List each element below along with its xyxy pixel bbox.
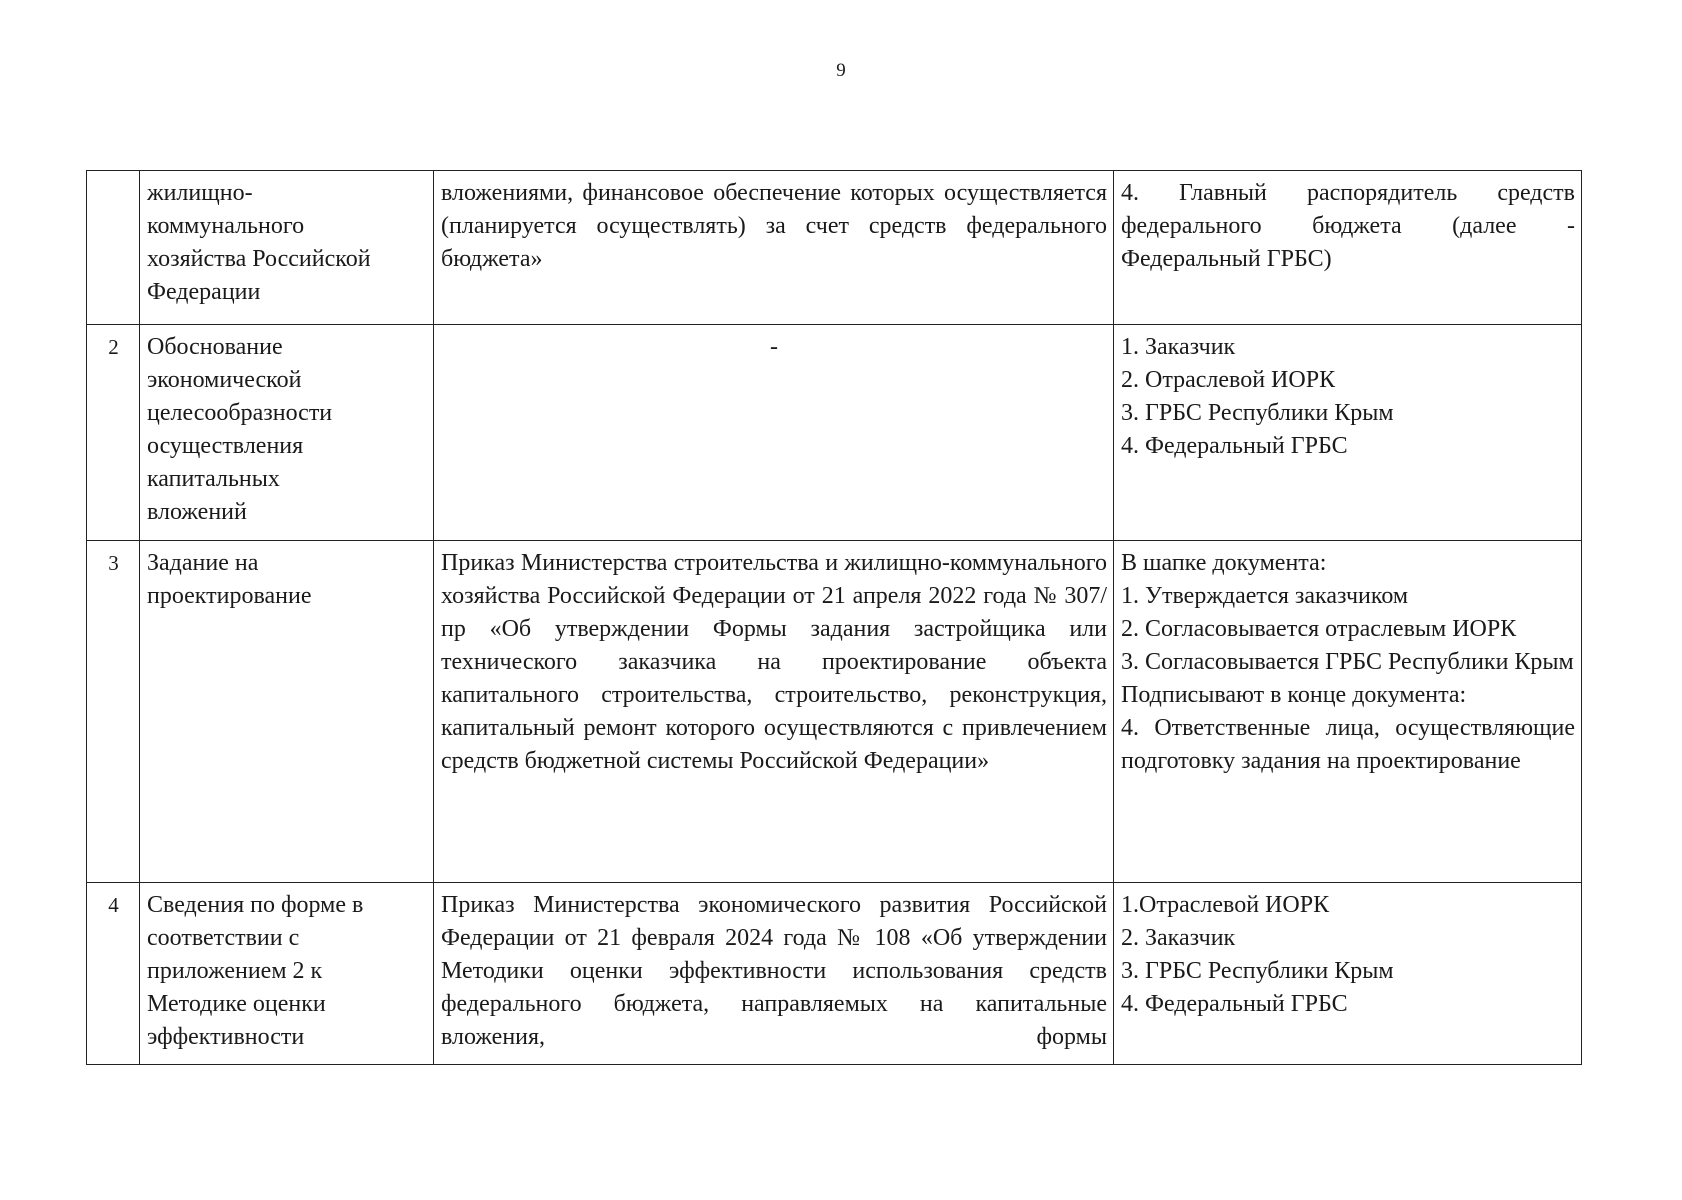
signer-line: В шапке документа:	[1121, 550, 1327, 576]
document-name-line: приложением 2 к	[147, 958, 323, 984]
table-row	[87, 171, 1582, 325]
document-name-line: Обоснование	[147, 334, 283, 360]
table-row	[87, 883, 1582, 1065]
document-name-line: Сведения по форме в	[147, 892, 364, 918]
document-name-line: Задание на	[147, 550, 259, 576]
document-name-cell	[140, 541, 434, 883]
legal-basis-text: вложениями, финансовое обеспечение которых осуществляется (планируется осуществлять) за счет средств федерального бюджета»	[441, 180, 1107, 272]
signer-line: 4. Федеральный ГРБС	[1121, 991, 1348, 1017]
legal-basis-text: Приказ Министерства строительства и жилищно-коммунального хозяйства Российской Федерации от 21 апреля 2022 года № 307/пр «Об утверждении Формы задания застройщика или технического заказчика на проектирование объекта капитального строительства, строительство, реконструкция, капитальный ремонт которого осуществляются с привлечением средств бюджетной системы Российской Федерации»	[441, 550, 1107, 774]
signer-line: 1. Заказчик	[1121, 334, 1236, 360]
document-name-line: целесообразности	[147, 400, 333, 426]
document-name-line: осуществления	[147, 433, 304, 459]
document-name-cell	[140, 325, 434, 541]
document-name-line: Федерации	[147, 279, 261, 305]
row-number: 2	[87, 325, 140, 541]
table-row	[87, 541, 1582, 883]
signers-cell	[1114, 883, 1582, 1065]
document-name-cell	[140, 171, 434, 325]
legal-basis-cell	[434, 883, 1114, 1065]
document-name-line: коммунального	[147, 213, 305, 239]
signer-line: 4. Ответственные лица, осуществляющие подготовку задания на проектирование	[1121, 715, 1575, 774]
row-number	[87, 171, 140, 325]
signer-line: 3. ГРБС Республики Крым	[1121, 958, 1394, 984]
document-name-line: соответствии с	[147, 925, 300, 951]
document-name-line: жилищно-	[147, 180, 253, 206]
legal-basis-cell	[434, 171, 1114, 325]
row-number: 4	[87, 883, 140, 1065]
signer-line: 4. Главный распорядитель средств федерального бюджета (далее - Федеральный ГРБС)	[1121, 180, 1575, 272]
document-table	[86, 170, 1582, 1065]
document-name-cell	[140, 883, 434, 1065]
document-name-line: эффективности	[147, 1024, 305, 1050]
signer-line: 3. Согласовывается ГРБС Республики Крым	[1121, 649, 1574, 675]
legal-basis-text: Приказ Министерства экономического развития Российской Федерации от 21 февраля 2024 года № 108 «Об утверждении Методики оценки эффективности использования средств федерального бюджета, направляемых на капитальные вложения, формы	[441, 892, 1107, 1050]
row-number: 3	[87, 541, 140, 883]
legal-basis-cell	[434, 541, 1114, 883]
document-name-line: хозяйства Российской	[147, 246, 371, 272]
legal-basis-cell	[434, 325, 1114, 541]
signers-cell	[1114, 325, 1582, 541]
document-name-line: Методике оценки	[147, 991, 326, 1017]
signer-line: 1.Отраслевой ИОРК	[1121, 892, 1330, 918]
signer-line: 4. Федеральный ГРБС	[1121, 433, 1348, 459]
signers-cell	[1114, 541, 1582, 883]
document-name-line: проектирование	[147, 583, 312, 609]
signers-cell	[1114, 171, 1582, 325]
signer-line: 3. ГРБС Республики Крым	[1121, 400, 1394, 426]
table-row	[87, 325, 1582, 541]
signer-line: 2. Заказчик	[1121, 925, 1236, 951]
page-number: 9	[836, 60, 846, 81]
signer-line: 1. Утверждается заказчиком	[1121, 583, 1409, 609]
legal-basis-text: -	[770, 334, 778, 360]
document-name-line: вложений	[147, 499, 247, 525]
signer-line: 2. Отраслевой ИОРК	[1121, 367, 1336, 393]
signer-line: Подписывают в конце документа:	[1121, 682, 1467, 708]
document-name-line: экономической	[147, 367, 302, 393]
document-name-line: капитальных	[147, 466, 280, 492]
signer-line: 2. Согласовывается отраслевым ИОРК	[1121, 616, 1517, 642]
